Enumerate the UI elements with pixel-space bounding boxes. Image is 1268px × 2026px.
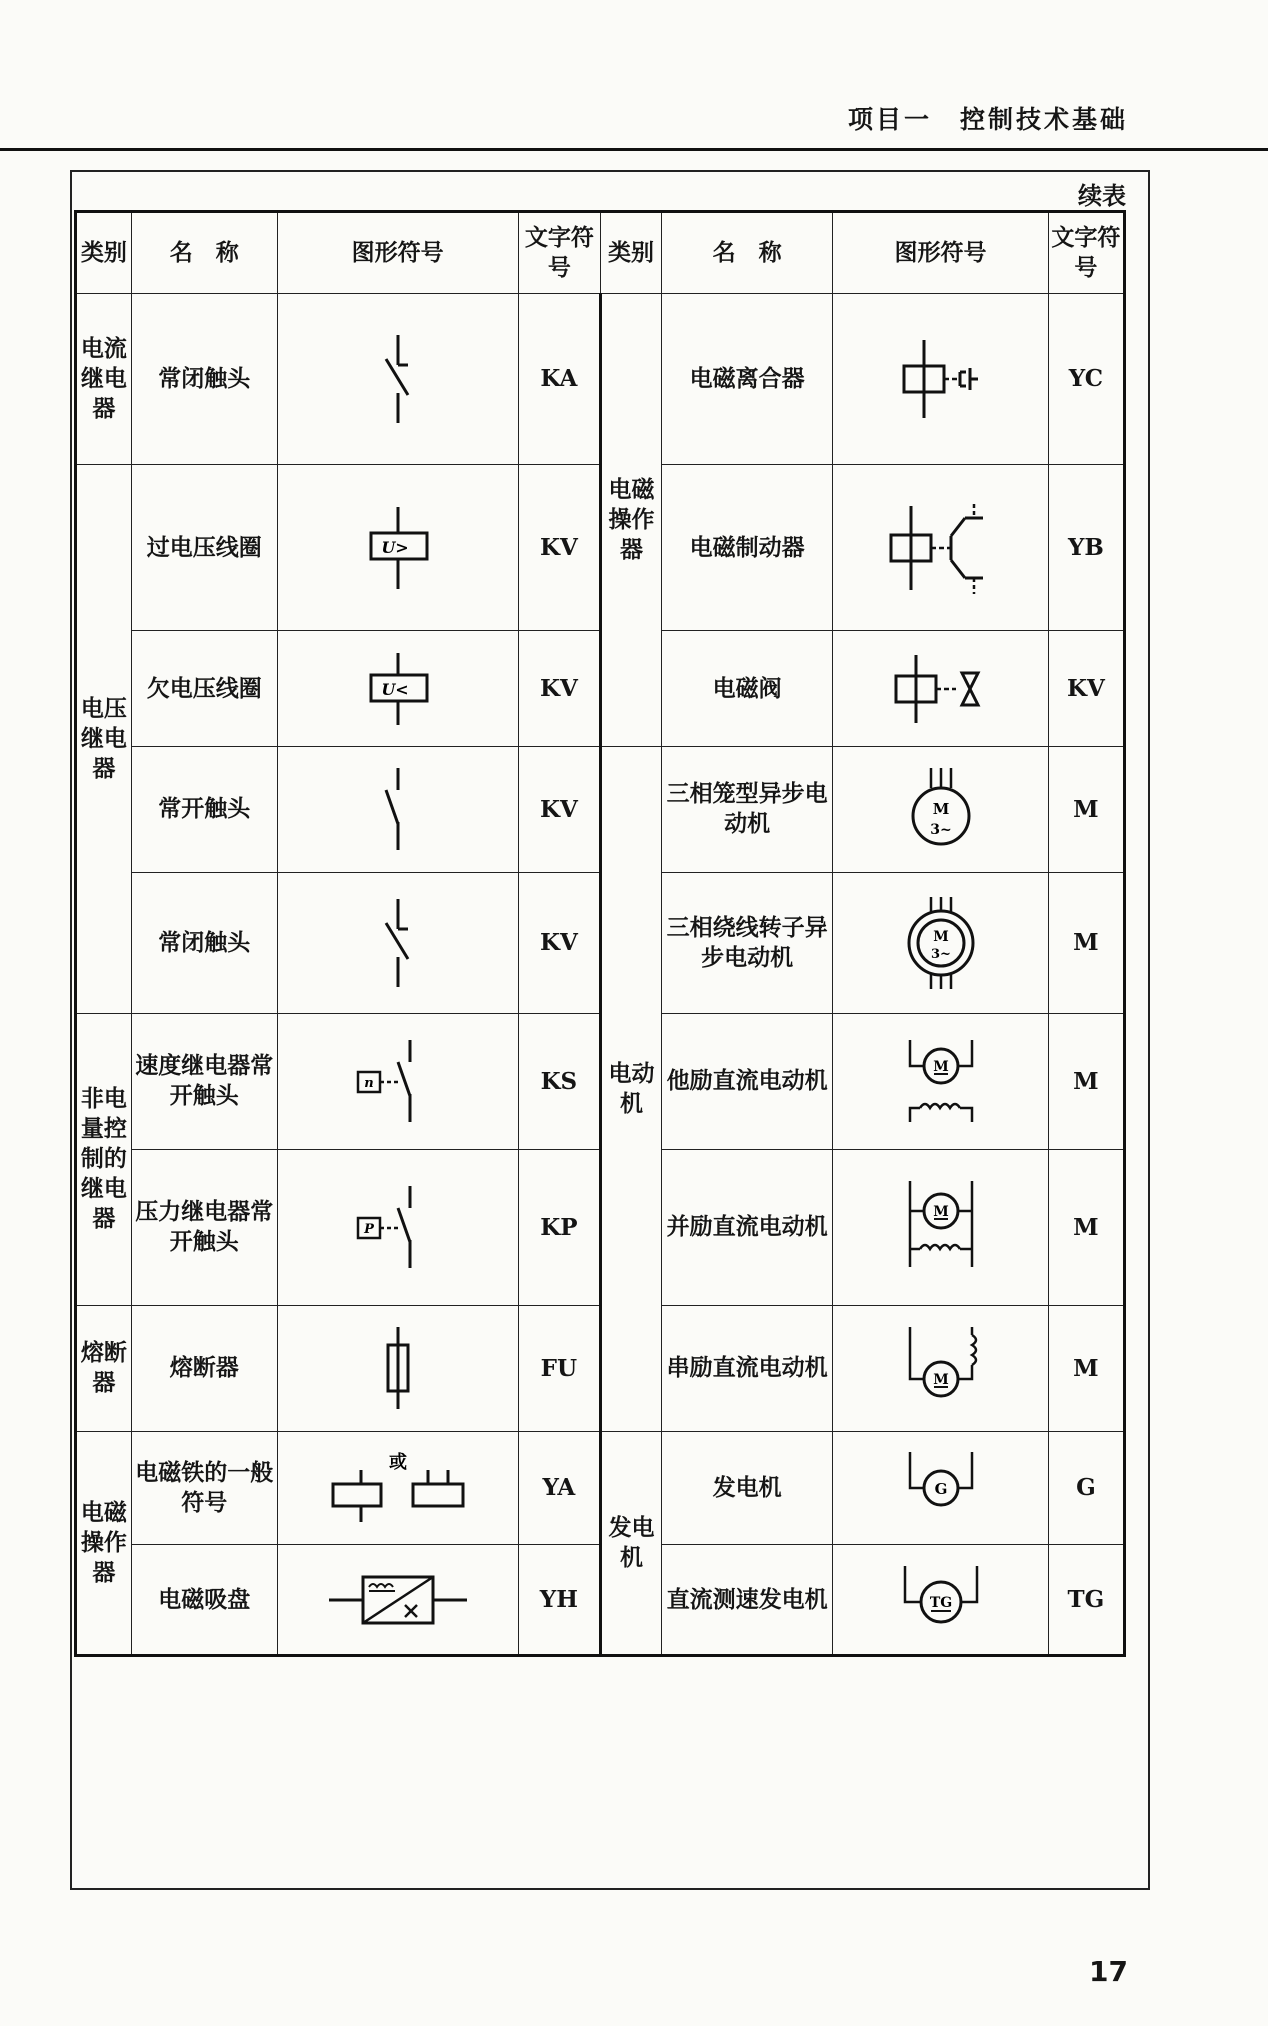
item-code: TG — [1048, 1545, 1124, 1656]
symbol-dc-tachogenerator — [833, 1545, 1049, 1656]
category-electromagnetic-actuator: 电磁操作器 — [601, 293, 662, 746]
item-name: 常闭触头 — [131, 293, 277, 464]
item-name: 三相绕线转子异步电动机 — [661, 872, 832, 1013]
symbol-pressure-relay-contact — [277, 1149, 518, 1305]
item-name: 电磁阀 — [661, 631, 832, 747]
symbol-overvoltage-coil — [277, 465, 518, 631]
motor-label-bottom: 3~ — [930, 946, 951, 962]
table-row — [76, 465, 1125, 631]
item-code: KV — [518, 465, 600, 631]
coil-label: U> — [380, 537, 409, 557]
motor-label-top: M — [932, 800, 949, 819]
item-code: KV — [518, 631, 600, 747]
coil-label: U< — [380, 679, 409, 699]
table-row — [76, 293, 1125, 464]
generator-label: G — [934, 1479, 947, 1498]
or-label: 或 — [388, 1451, 407, 1473]
table-row — [76, 747, 1125, 873]
item-name: 三相笼型异步电动机 — [661, 747, 832, 873]
motor-label-bottom: 3~ — [929, 822, 952, 839]
symbol-separately-excited-dc-motor — [833, 1013, 1049, 1149]
item-name: 电磁铁的一般符号 — [131, 1431, 277, 1544]
item-name: 速度继电器常开触头 — [131, 1013, 277, 1149]
item-name: 压力继电器常开触头 — [131, 1149, 277, 1305]
table-row — [76, 1545, 1125, 1656]
item-name: 常闭触头 — [131, 872, 277, 1013]
item-name: 电磁离合器 — [661, 293, 832, 464]
item-name: 并励直流电动机 — [661, 1149, 832, 1305]
category-fuse: 熔断器 — [76, 1305, 132, 1431]
table-row — [76, 1431, 1125, 1544]
item-name: 常开触头 — [131, 747, 277, 873]
category-current-relay: 电流继电器 — [76, 293, 132, 464]
item-code: YC — [1048, 293, 1124, 464]
item-name: 直流测速发电机 — [661, 1545, 832, 1656]
item-code: YH — [518, 1545, 600, 1656]
item-code: KV — [518, 747, 600, 873]
header-code-right: 文字符号 — [1048, 212, 1124, 294]
symbol-undervoltage-coil — [277, 631, 518, 747]
header-row — [76, 212, 1125, 294]
motor-label-top: M — [932, 928, 949, 945]
table-row — [76, 631, 1125, 747]
symbol-nc-contact — [277, 293, 518, 464]
header-category: 类别 — [76, 212, 132, 294]
item-name: 欠电压线圈 — [131, 631, 277, 747]
category-electromagnet: 电磁操作器 — [76, 1431, 132, 1655]
item-name: 熔断器 — [131, 1305, 277, 1431]
item-name: 电磁制动器 — [661, 465, 832, 631]
item-name: 过电压线圈 — [131, 465, 277, 631]
category-voltage-relay: 电压继电器 — [76, 465, 132, 1014]
item-code: YB — [1048, 465, 1124, 631]
relay-label: n — [363, 1076, 374, 1092]
header-name-right: 名 称 — [661, 212, 832, 294]
symbol-magnetic-chuck — [277, 1545, 518, 1656]
symbol-wound-rotor-motor — [833, 872, 1049, 1013]
symbol-table — [74, 210, 1126, 1657]
symbol-em-brake — [833, 465, 1049, 631]
item-code: KP — [518, 1149, 600, 1305]
symbol-speed-relay-contact — [277, 1013, 518, 1149]
category-generator: 发电机 — [601, 1431, 662, 1655]
item-code: G — [1048, 1431, 1124, 1544]
item-name: 串励直流电动机 — [661, 1305, 832, 1431]
item-name: 发电机 — [661, 1431, 832, 1544]
symbol-generator — [833, 1431, 1049, 1544]
motor-label: M — [932, 1372, 949, 1389]
item-name: 电磁吸盘 — [131, 1545, 277, 1656]
symbol-em-valve — [833, 631, 1049, 747]
table-row — [76, 1305, 1125, 1431]
motor-label: M — [932, 1204, 949, 1221]
table-row — [76, 872, 1125, 1013]
page-number: 17 — [1089, 1955, 1128, 1988]
header-code: 文字符号 — [518, 212, 600, 294]
symbol-no-contact — [277, 747, 518, 873]
relay-label: P — [363, 1222, 374, 1238]
category-motor: 电动机 — [601, 747, 662, 1432]
tg-label: TG — [929, 1594, 952, 1611]
continued-label: 续表 — [1078, 181, 1126, 210]
item-code: M — [1048, 747, 1124, 873]
item-code: M — [1048, 1013, 1124, 1149]
symbol-nc-contact — [277, 872, 518, 1013]
motor-label: M — [932, 1059, 949, 1076]
symbol-squirrel-cage-motor — [833, 747, 1049, 873]
symbol-shunt-dc-motor — [833, 1149, 1049, 1305]
table-row — [76, 1149, 1125, 1305]
page-header-title: 项目一 控制技术基础 — [847, 105, 1128, 134]
item-code: M — [1048, 1305, 1124, 1431]
category-nonelectric-relay: 非电量控制的继电器 — [76, 1013, 132, 1305]
header-name: 名 称 — [131, 212, 277, 294]
symbol-series-dc-motor — [833, 1305, 1049, 1431]
table-row — [76, 1013, 1125, 1149]
symbol-electromagnet — [277, 1431, 518, 1544]
item-code: KA — [518, 293, 600, 464]
header-category-right: 类别 — [601, 212, 662, 294]
item-code: KV — [518, 872, 600, 1013]
item-code: FU — [518, 1305, 600, 1431]
header-symbol: 图形符号 — [277, 212, 518, 294]
item-code: KV — [1048, 631, 1124, 747]
item-code: YA — [518, 1431, 600, 1544]
item-code: M — [1048, 1149, 1124, 1305]
symbol-fuse — [277, 1305, 518, 1431]
item-code: M — [1048, 872, 1124, 1013]
item-code: KS — [518, 1013, 600, 1149]
header-rule — [0, 148, 1268, 151]
symbol-em-clutch — [833, 293, 1049, 464]
header-symbol-right: 图形符号 — [833, 212, 1049, 294]
item-name: 他励直流电动机 — [661, 1013, 832, 1149]
